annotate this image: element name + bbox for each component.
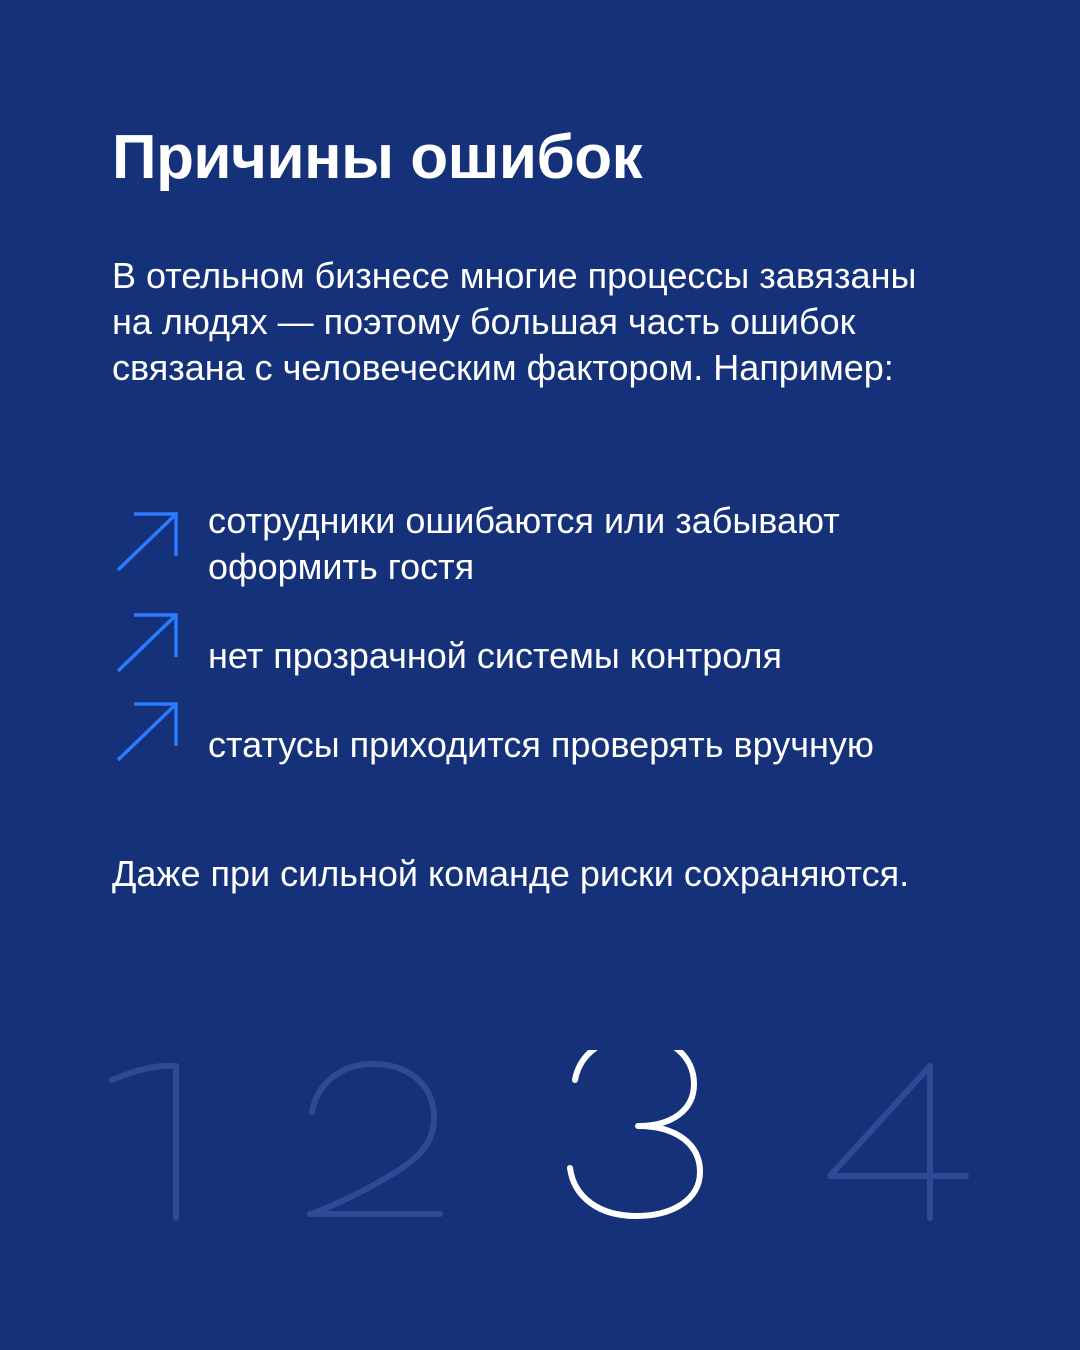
- list-item: [112, 633, 992, 679]
- list-item: [112, 498, 992, 590]
- page-number-1: [112, 1066, 176, 1218]
- page-indicator: [0, 1050, 1080, 1240]
- list-item: [112, 722, 992, 768]
- outro-paragraph: Даже при сильной команде риски сохраняются.: [112, 853, 910, 894]
- reason-text: сотрудники ошибаются или забывают оформить гостя: [208, 500, 840, 587]
- arrow-up-right-icon: [116, 510, 180, 574]
- intro-paragraph: В отельном бизнесе многие процессы завязаны на людях — поэтому большая часть ошибок связана с человеческим фактором. Например:: [112, 255, 917, 388]
- page-numbers-graphic: [0, 1050, 1080, 1240]
- page-title: Причины ошибок: [112, 123, 643, 192]
- page-number-2: [310, 1064, 440, 1214]
- reason-text: нет прозрачной системы контроля: [208, 635, 782, 676]
- reason-text: статусы приходится проверять вручную: [208, 724, 874, 765]
- reasons-list: [112, 498, 992, 768]
- arrow-up-right-icon: [116, 700, 180, 764]
- arrow-up-right-icon: [116, 611, 180, 675]
- page-number-4: [830, 1066, 966, 1218]
- page-number-3: [570, 1050, 700, 1216]
